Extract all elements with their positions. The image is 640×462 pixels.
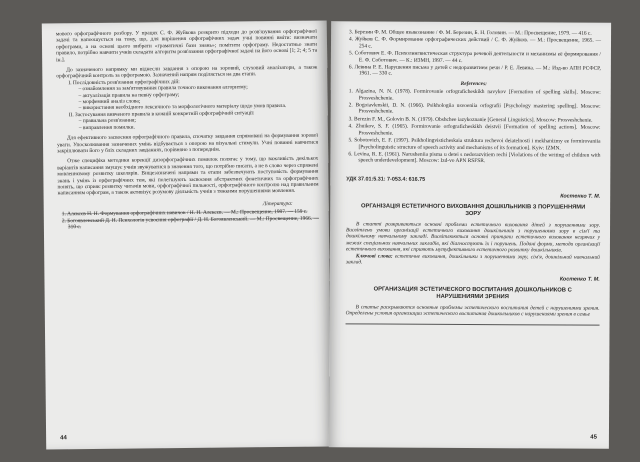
left-page	[42, 21, 331, 450]
reference-item: 6. Левина Р. Е. Нарушения письма у детей с недоразвитием речи / Р. Е. Левина. — М.: Изд-во АПН РСФСР, 1961. — 330 с.	[348, 64, 601, 78]
stage-heading: II. Застосування вивченого правила в кожній конкретній орфографічній ситуації:	[68, 110, 255, 119]
paragraph: До зазначеного напрямку ми віднесли завдання з опорою на зоровий, слуховий аналізатори, а також орфографічний контроль за орфограмою. Зазначений напрям поділяється на два етапи.	[56, 64, 318, 80]
stage-heading: I. Послідовність розв'язання орфографічних дій:	[68, 78, 180, 87]
keywords-label: Ключові слова:	[355, 252, 393, 260]
reference-item: 3. Березин Ф. М. Общее языкознание / Ф. М. Березин, Б. Н. Головин. — М.: Просвещение, 1979. — 416 с.	[349, 29, 592, 37]
reference-item: 6. Levina, R. E. (1961). Narusheniia pisma u detei s nedorazvitiem rechi [Violations of the writing of children with speech underdevelopment]. Moscow: Izd-vo APN RSFSR.	[348, 151, 601, 165]
article-abstract: В статті розкриваються основні проблеми естетичного виховання дітей з порушеннями зору. Висвітлено умови організації естетичного виховання дошкільників з порушеннями зору в сім'ї та дошкільному навчальному закладі. Висвітлюються основні принципи естетичного виховання незрячих у межах спеціальних навчальних закладів, які діагностують їх і порушень. Подані форми, методи організації естетичного виховання, які сприяють мутуфективного естетичного розвитку дошкільників.	[345, 220, 601, 254]
article-title: ОРГАНІЗАЦІЯ ЕСТЕТИЧНОГО ВИХОВАННЯ ДОШКІЛЬНИКІВ З ПОРУШЕННЯМИ ЗОРУ	[360, 202, 586, 217]
article-author: Костенко Т. М.	[560, 193, 601, 200]
article-author: Костенко Т. М.	[559, 276, 600, 284]
reference-item: 5. Sobotovich, E. F. (1997). Psikholingvisticheskaia struktura rechevoi deiatelnosti i mekhanizmy ee formirovaniia [Psycholinguistic structure of speech activity and mechanisms of its formation]. Kyiv: IZMN.	[348, 137, 601, 151]
article-title: ОРГАНИЗАЦИЯ ЭСТЕТИЧЕСКОГО ВОСПИТАНИЯ ДОШКОЛЬНИКОВ С НАРУШЕНИЯМИ ЗРЕНИЯ	[373, 286, 572, 300]
reference-item: 1. Algazina, N. N. (1978). Formirovanie orfograficheskikh navykov [Formation of spelling skills]. Moscow: Prosveshchenie.	[348, 88, 601, 102]
list-item: – правильна розв'язання;	[78, 117, 136, 125]
list-item: – ознайомлення за зам'ятовування правила точного виконання алгоритму;	[78, 84, 248, 93]
paragraph: мового орфографічного розбору. У працях С. Ф. Жуйкова розкрито підходи до розв'язування орфографічної задачі та напоошується на тому, що, для вирішення орфографічних задач учні повинні вміти: визначати орфограми, а на основі цього вибрати «граматичні бази знань»; помітити орфограму. Недостатньо знати правило, потрібно навчити учнів складати алгоритм розв'язання орфографічної задачі на його основі [1; 2; 4; 5 та ін.].	[55, 28, 318, 63]
paragraph: Отже специфіка методики корекції дизорфографічних помилок полягає у тому, що важливість декількох варіантів написання змушує учнів звужуватися в значення того, що потрібно писати, а не в слово через спряжені мовленнєвому розвитку школярів. Вищезазначені напрями та етапи забезпечують поступовість формування знань і умінь із орфографічних тем, які полегшують засвоєння абстрактних фонетичних та орфографічних понять, що сприяє розвитку читачів мови, орфографічної пильності, орфографічного контролю над правильним написанням орфограм, а також активізує розумову діяльність учнів з тяжкими порушеннями мовлення.	[57, 155, 319, 197]
reference-item: 2. Bogoiavlenskii, D. N. (1966). Psikhologiia usvoeniia orfografii [Psychology mastering spelling]. Moscow: Prosveshchenie.	[348, 102, 601, 116]
reference-item: 4. Жуйков С. Ф. Формирование орфографических действий / С. Ф. Жуйков. — М.: Просвещение, 1965. — 254 с.	[349, 36, 602, 50]
list-item: – актуалізація правила на певну орфограму;	[78, 91, 180, 99]
reference-item: 3. Berezin F. M., Golovin B. N. (1979). Obshchee iazykoznanie [General Linguistics]. Moscow: Prosveshchenie.	[348, 116, 593, 124]
list-item: – використання необхідного лексичного та морфологічного матеріалу щодо умов правила.	[78, 103, 287, 112]
page-number: 44	[60, 434, 67, 441]
paragraph: Для ефективного засвоєння орфографічного правила, спочатку завдання спрямовані на формування зорової уваги. Упосколювання зазначених умінь відбувається з опорою на візуальні стимули. Учні повинні навчитися закріплювати його у бліх складних завданнях, порівняно з попереднім.	[57, 132, 319, 155]
references-heading: References:	[460, 80, 487, 87]
literature-item: 2. Богоявленський Д. Н. Психологія усвоєння орфографії / Д. Н. Богоявленський. — М.: Просвещение, 1966. — 310 с.	[61, 215, 319, 231]
reference-item: 5. Соботович Е. Ф. Психолингвистическая структура речевой деятельности и механизмы её формирования / Е. Ф. Соботович. — К.: ИЗМН, 1997. — 44 с.	[348, 50, 601, 64]
list-item: – виправлення помилки.	[78, 124, 135, 131]
article-keywords	[346, 253, 600, 267]
page-number: 45	[590, 434, 597, 441]
keywords-text: естетичне виховання, дошкільники з порушеннями зору, сім'я, дошкільний навчальний заклад.	[345, 253, 600, 266]
right-page	[329, 21, 611, 448]
article-abstract: В статье раскрываются основные проблемы эстетического воспитания детей с нарушениями зрения. Определены условия организации эстетического воспитания дошкольников с нарушениями зрения в семье	[345, 304, 600, 318]
divider	[346, 323, 600, 325]
list-item: – морфемний аналіз слова;	[78, 98, 141, 106]
literature-heading: Література:	[262, 200, 293, 207]
reference-item: 4. Zhuikov, S. F. (1965). Formirovanie orfograficheskikh deistvii [Formation of spelling actions]. Moscow: Prosveshchenie.	[348, 123, 601, 137]
literature-item: 1. Алєксєв Н. Н. Формування орфографічних навичок / Н. Н. Алєксєв. — М.: Просвещение, 1987. — 159 с.	[61, 208, 308, 218]
udk-code: УДК 37.01:5.31: 7-053.4: 616.75	[346, 176, 426, 183]
